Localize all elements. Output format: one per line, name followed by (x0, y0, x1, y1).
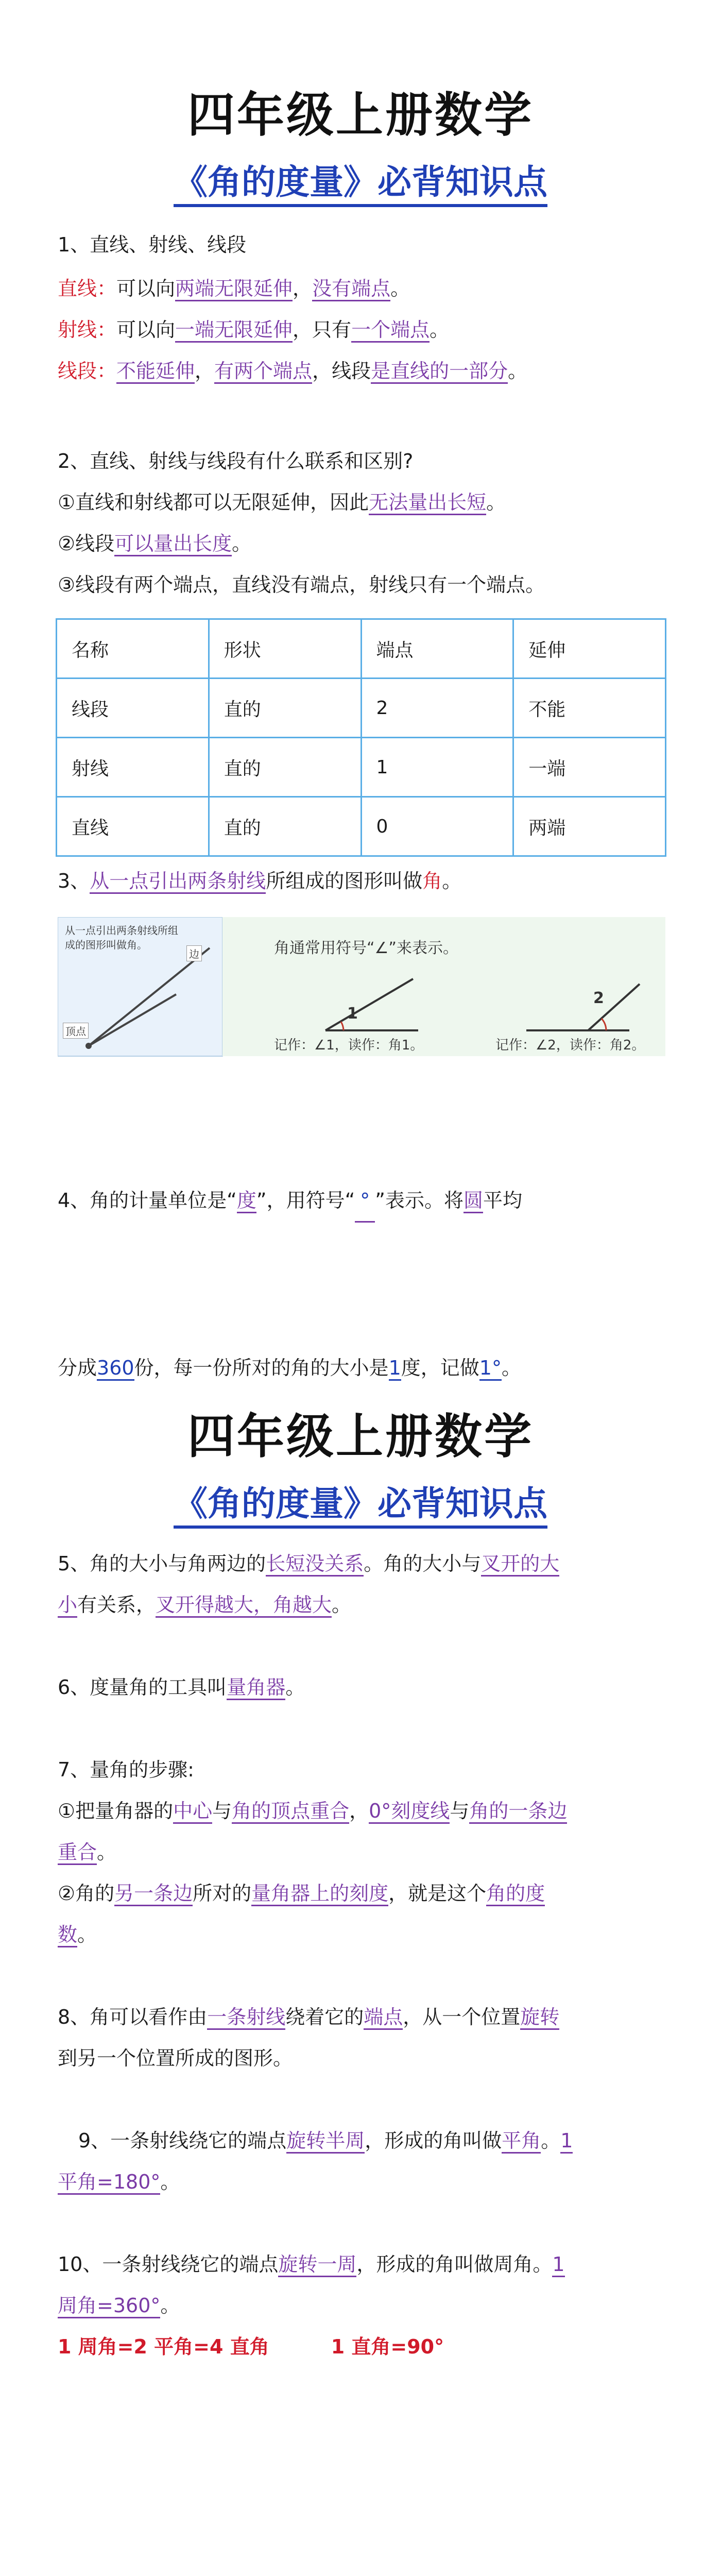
table-cell: 直的 (209, 738, 361, 797)
sec5-l1: 5、角的大小与角两边的长短没关系。角的大小与叉开的大 (58, 1543, 665, 1584)
table-cell: 不能 (513, 679, 666, 738)
relation-2: 1 直角=90° (331, 2335, 444, 2358)
angle-number-1: 1 (347, 1005, 358, 1023)
main-title: 四年级上册数学 (187, 88, 534, 143)
caption-2: 记作：∠2，读作：角2。 (495, 1038, 645, 1053)
sec2-l1: ①直线和射线都可以无限延伸，因此无法量出长短。 (58, 482, 665, 523)
relation-1: 1 周角=2 平角=4 直角 (58, 2335, 269, 2358)
table-cell: 两端 (513, 797, 666, 856)
table-header: 延伸 (513, 619, 666, 679)
sec9-l1: 9、一条射线绕它的端点旋转半周，形成的角叫做平角。1 (58, 2120, 665, 2161)
subtitle: 《角的度量》必背知识点 (174, 1484, 547, 1529)
sec10-l2: 周角=360°。 (58, 2285, 665, 2326)
sec4-l2: 分成360份，每一份所对的角的大小是1度，记做1°。 (58, 1347, 665, 1388)
page-title-2 (0, 1399, 721, 1467)
table-cell: 一端 (513, 738, 666, 797)
sec10-rel (58, 2326, 665, 2367)
sec8-l1: 8、角可以看作由一条射线绕着它的端点，从一个位置旋转 (58, 1996, 665, 2038)
sec1-head: 1、直线、射线、线段 (58, 233, 247, 256)
sec2-l3: ③线段有两个端点，直线没有端点，射线只有一个端点。 (58, 573, 545, 596)
sec2-l2: ②线段可以量出长度。 (58, 523, 665, 564)
sec2-head: 2、直线、射线与线段有什么联系和区别? (58, 450, 414, 472)
caption-1: 记作：∠1，读作：角1。 (274, 1038, 424, 1053)
sec1-line: 直线：可以向两端无限延伸，没有端点。 (58, 268, 665, 309)
sec7-head: 7、量角的步骤: (58, 1758, 194, 1781)
figure-note: 从一点引出两条射线所组成的图形叫做角。 (65, 924, 178, 951)
sec7-l1b: 重合。 (58, 1832, 665, 1873)
table-cell: 直的 (209, 797, 361, 856)
subtitle-2 (0, 1476, 721, 1525)
sec6: 6、度量角的工具叫量角器。 (58, 1667, 665, 1708)
table-cell: 线段 (57, 679, 209, 738)
sec9-l2: 平角=180°。 (58, 2161, 665, 2202)
main-title: 四年级上册数学 (187, 1409, 534, 1464)
vertex-label: 顶点 (63, 1023, 89, 1039)
sec7-l1: ①把量角器的中心与角的顶点重合，0°刻度线与角的一条边 (58, 1790, 665, 1832)
subtitle-1 (0, 155, 721, 204)
sec4-l1: 4、角的计量单位是“度”，用符号“ ° ”表示。将圆平均 (58, 1180, 665, 1223)
table-row (57, 797, 666, 856)
table-header: 名称 (57, 619, 209, 679)
table-row (57, 738, 666, 797)
table-row (57, 679, 666, 738)
sec10-l1: 10、一条射线绕它的端点旋转一周，形成的角叫做周角。1 (58, 2244, 665, 2285)
table-cell: 直线 (57, 797, 209, 856)
page-title-1 (0, 77, 721, 145)
symbol-note: 角通常用符号“∠”来表示。 (274, 939, 458, 957)
lines-table (56, 618, 666, 857)
table-header: 形状 (209, 619, 361, 679)
side-label: 边 (186, 945, 202, 961)
sec5-l2: 小有关系，叉开得越大，角越大。 (58, 1584, 665, 1625)
sec3-text: 3、从一点引出两条射线所组成的图形叫做角。 (58, 860, 665, 902)
table-cell: 2 (361, 679, 513, 738)
sec8-l2: 到另一个位置所成的图形。 (58, 2047, 293, 2070)
sec7-l2: ②角的另一条边所对的量角器上的刻度，就是这个角的度 (58, 1873, 665, 1914)
vertex-dot (85, 1043, 92, 1049)
table-header-row (57, 619, 666, 679)
table-cell: 1 (361, 738, 513, 797)
table-cell: 0 (361, 797, 513, 856)
table-header: 端点 (361, 619, 513, 679)
sec1-seg: 线段：不能延伸，有两个端点，线段是直线的一部分。 (58, 350, 665, 392)
sec1-ray: 射线：可以向一端无限延伸，只有一个端点。 (58, 309, 665, 350)
sec7-l2b: 数。 (58, 1914, 665, 1955)
angle-number-2: 2 (593, 989, 604, 1007)
angle-figure (58, 917, 665, 1061)
subtitle: 《角的度量》必背知识点 (174, 162, 547, 207)
table-cell: 射线 (57, 738, 209, 797)
table-cell: 直的 (209, 679, 361, 738)
